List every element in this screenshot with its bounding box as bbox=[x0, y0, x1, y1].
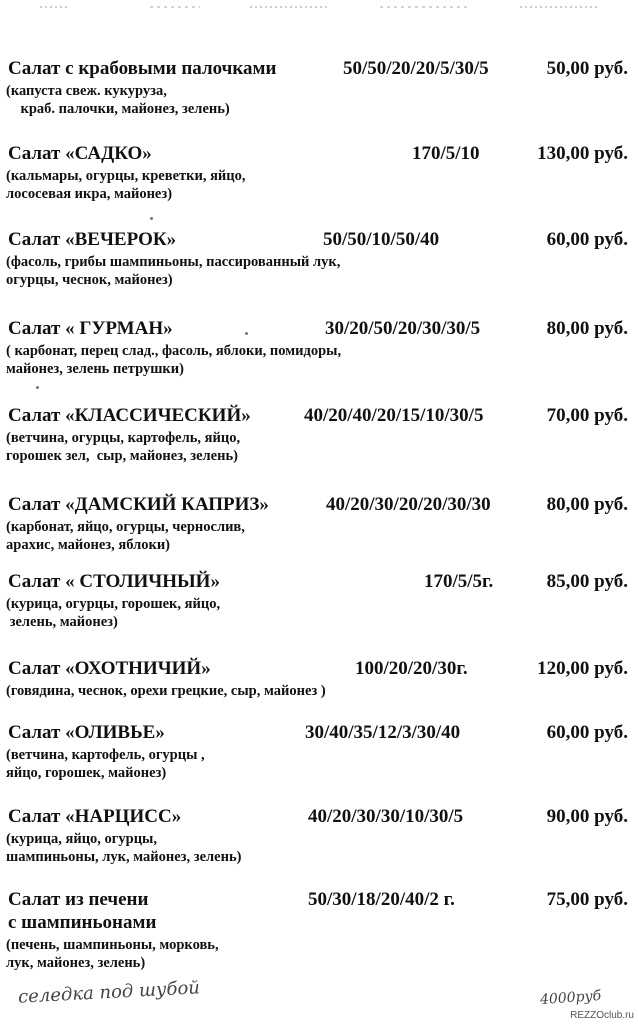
item-price: 50,00 руб. bbox=[546, 58, 628, 79]
item-price: 60,00 руб. bbox=[546, 229, 628, 250]
item-name: Салат «САДКО» bbox=[8, 143, 152, 164]
item-price: 75,00 руб. bbox=[546, 889, 628, 910]
item-description: (курица, огурцы, горошек, яйцо, зелень, майонез) bbox=[6, 596, 221, 630]
item-name: Салат «КЛАССИЧЕСКИЙ» bbox=[8, 405, 251, 426]
item-weight: 30/40/35/12/3/30/40 bbox=[305, 722, 461, 743]
item-name: Салат «ОЛИВЬЕ» bbox=[8, 722, 165, 743]
item-description: (кальмары, огурцы, креветки, яйцо, лососевая икра, майонез) bbox=[6, 168, 246, 202]
item-price: 90,00 руб. bbox=[546, 806, 628, 827]
item-description: ( карбонат, перец слад., фасоль, яблоки, помидоры, майонез, зелень петрушки) bbox=[6, 343, 342, 377]
item-name: Салат « СТОЛИЧНЫЙ» bbox=[8, 571, 220, 592]
item-price: 120,00 руб. bbox=[537, 658, 628, 679]
item-name: Салат «ВЕЧЕРОК» bbox=[8, 229, 177, 250]
scan-speck bbox=[150, 217, 153, 220]
item-weight: 100/20/20/30г. bbox=[355, 658, 468, 679]
handwritten-note: селедка под шубой bbox=[17, 977, 201, 1008]
item-name: Салат из печени bbox=[8, 889, 149, 910]
item-weight: 170/5/5г. bbox=[424, 571, 494, 592]
handwritten-total: 4000руб bbox=[539, 987, 602, 1009]
item-name: Салат «ДАМСКИЙ КАПРИЗ» bbox=[8, 494, 269, 515]
item-description: (фасоль, грибы шампиньоны, пассированный лук, огурцы, чеснок, майонез) bbox=[6, 254, 341, 288]
item-description: (ветчина, огурцы, картофель, яйцо, горошек зел, сыр, майонез, зелень) bbox=[6, 430, 241, 464]
item-description: (карбонат, яйцо, огурцы, чернослив, арахис, майонез, яблоки) bbox=[6, 519, 245, 553]
item-description: (печень, шампиньоны, морковь, лук, майонез, зелень) bbox=[6, 937, 219, 971]
item-name: Салат с крабовыми палочками bbox=[8, 58, 277, 79]
item-price: 70,00 руб. bbox=[546, 405, 628, 426]
item-price: 85,00 руб. bbox=[546, 571, 628, 592]
scan-speck bbox=[36, 386, 39, 389]
item-price: 60,00 руб. bbox=[546, 722, 628, 743]
item-description: (курица, яйцо, огурцы, шампиньоны, лук, майонез, зелень) bbox=[6, 831, 242, 865]
item-description: (капуста свеж. кукуруза, краб. палочки, майонез, зелень) bbox=[6, 83, 230, 117]
item-weight: 50/50/10/50/40 bbox=[323, 229, 440, 250]
item-name: Салат «ОХОТНИЧИЙ» bbox=[8, 658, 211, 679]
watermark: REZZOclub.ru bbox=[570, 1010, 634, 1021]
item-weight: 170/5/10 bbox=[412, 143, 480, 164]
item-weight: 50/30/18/20/40/2 г. bbox=[308, 889, 455, 910]
item-name: Салат « ГУРМАН» bbox=[8, 318, 173, 339]
item-weight: 30/20/50/20/30/30/5 bbox=[325, 318, 481, 339]
item-name: Салат «НАРЦИСС» bbox=[8, 806, 182, 827]
scan-speck bbox=[245, 332, 248, 335]
item-weight: 40/20/30/20/20/30/30 bbox=[326, 494, 491, 515]
item-name-line2: с шампиньонами bbox=[8, 912, 157, 933]
item-price: 80,00 руб. bbox=[546, 494, 628, 515]
item-weight: 40/20/30/30/10/30/5 bbox=[308, 806, 464, 827]
item-weight: 40/20/40/20/15/10/30/5 bbox=[304, 405, 484, 426]
item-description: (ветчина, картофель, огурцы , яйцо, горошек, майонез) bbox=[6, 747, 205, 781]
item-price: 80,00 руб. bbox=[546, 318, 628, 339]
item-description: (говядина, чеснок, орехи грецкие, сыр, майонез ) bbox=[6, 683, 326, 699]
item-weight: 50/50/20/20/5/30/5 bbox=[343, 58, 489, 79]
item-price: 130,00 руб. bbox=[537, 143, 628, 164]
